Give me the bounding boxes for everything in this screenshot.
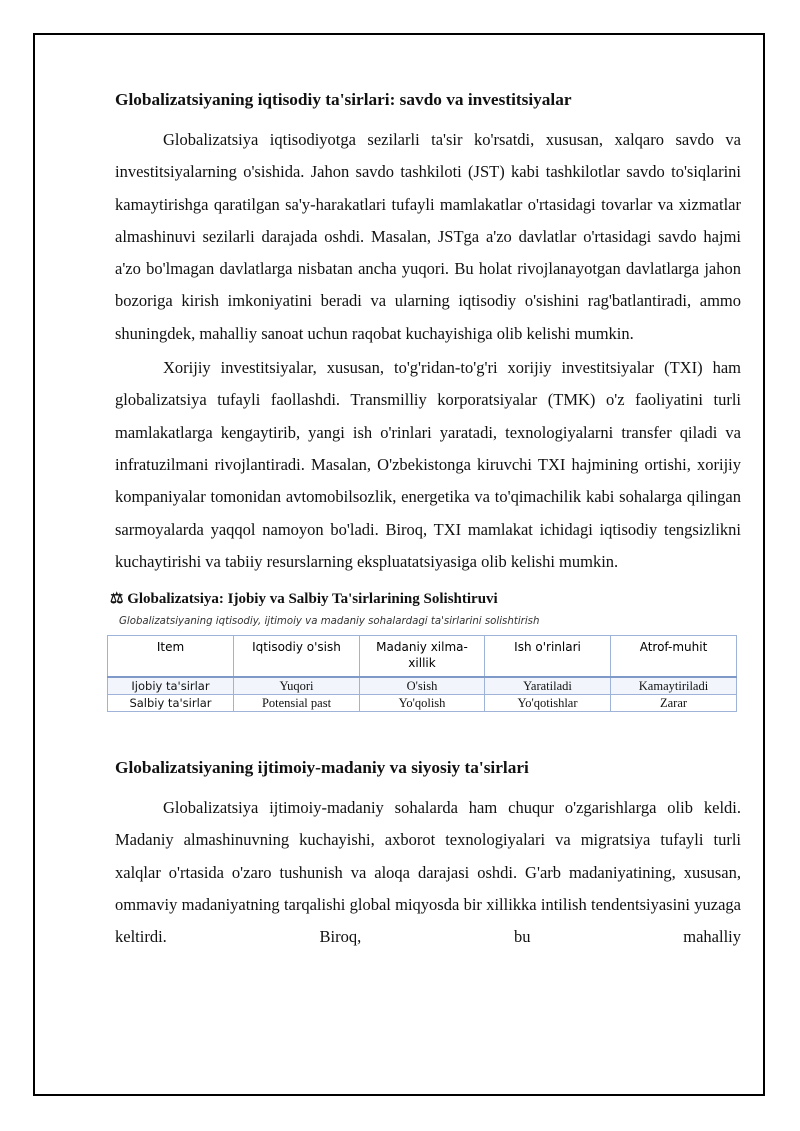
table-row (108, 695, 737, 712)
section-heading-socio-cultural: Globalizatsiyaning ijtimoiy-madaniy va siyosiy ta'sirlari (115, 758, 529, 778)
table-cell: Zarar (611, 695, 737, 712)
section-heading-economic: Globalizatsiyaning iqtisodiy ta'sirlari: savdo va investitsiyalar (115, 90, 572, 109)
paragraph: Globalizatsiya ijtimoiy-madaniy sohalarda ham chuqur o'zgarishlarga olib keldi. Madaniy almashinuvning kuchayishi, axborot texnologiyalari va migratsiya tufayli turli xalqlar o'rtasida o'zaro tushunish va aloqa darajasi oshdi. G'arb madaniyatining, xususan, ommaviy madaniyatning tarqalishi global miqyosda bir xillikka intilish tendentsiyasini yuzaga keltirdi. Biroq, bu mahalliy (115, 798, 741, 947)
table-cell: Yaratiladi (485, 677, 611, 695)
table-header-cell: Iqtisodiy o'sish (234, 636, 360, 678)
table-header-cell: Atrof-muhit (611, 636, 737, 678)
table-row (108, 677, 737, 695)
document-content (110, 86, 741, 954)
table-cell: Yo'qolish (360, 695, 485, 712)
table-cell: Yuqori (234, 677, 360, 695)
table-cell: Potensial past (234, 695, 360, 712)
table-cell: Yo'qotishlar (485, 695, 611, 712)
table-header-row (108, 636, 737, 678)
scales-icon: ⚖ (110, 591, 124, 608)
table-row-label: Ijobiy ta'sirlar (108, 677, 234, 695)
table-cell: Kamaytiriladi (611, 677, 737, 695)
comparison-table (107, 635, 737, 712)
table-header-cell: Ish o'rinlari (485, 636, 611, 678)
paragraph: Globalizatsiya iqtisodiyotga sezilarli ta'sir ko'rsatdi, xususan, xalqaro savdo va investitsiyalarning o'sishida. Jahon savdo tashkiloti (JST) kabi tashkilotlar savdo to'siqlarini kamaytirishga qaratilgan sa'y-harakatlari tufayli mamlakatlar o'rtasidagi tovarlar va xizmatlar almashinuvi sezilarli darajada oshdi. Masalan, JSTga a'zo davlatlar o'rtasidagi savdo hajmi a'zo bo'lmagan davlatlarga nisbatan ancha yuqori. Bu holat rivojlanayotgan davlatlarga jahon bozoriga kirish imkoniyatini beradi va ularning iqtisodiy o'sishini rag'batlantiradi, ammo shuningdek, mahalliy sanoat uchun raqobat kuchayishiga olib kelishi mumkin. (115, 130, 741, 343)
figure-title (110, 588, 741, 610)
paragraph: Xorijiy investitsiyalar, xususan, to'g'ridan-to'g'ri xorijiy investitsiyalar (TXI) ham globalizatsiya tufayli faollashdi. Transmilliy korporatsiyalar (TMK) o'z faoliyatini turli mamlakatlarga kengaytirib, yangi ish o'rinlari yaratadi, texnologiyalarni transfer qiladi va infratuzilmani rivojlantiradi. Masalan, O'zbekistonga kiruvchi TXI hajmining ortishi, xorijiy kompaniyalar tomonidan avtomobilsozlik, energetika va to'qimachilik kabi sohalarga qilingan sarmoyalarda yaqqol namoyon bo'ladi. Biroq, TXI mamlakat ichidagi iqtisodiy tengsizlikni kuchaytirishi va tabiiy resurslarning ekspluatatsiyasiga olib kelishi mumkin. (115, 358, 741, 571)
table-header-cell: Item (108, 636, 234, 678)
figure-title-text: Globalizatsiya: Ijobiy va Salbiy Ta'sirlarining Solishtiruvi (127, 591, 498, 608)
table-cell: O'sish (360, 677, 485, 695)
table-header-cell: Madaniy xilma-xillik (360, 636, 485, 678)
section-socio-cultural (115, 754, 741, 953)
table-row-label: Salbiy ta'sirlar (108, 695, 234, 712)
figure-subtitle: Globalizatsiyaning iqtisodiy, ijtimoiy va madaniy sohalardagi ta'sirlarini solishtirish (119, 616, 540, 628)
